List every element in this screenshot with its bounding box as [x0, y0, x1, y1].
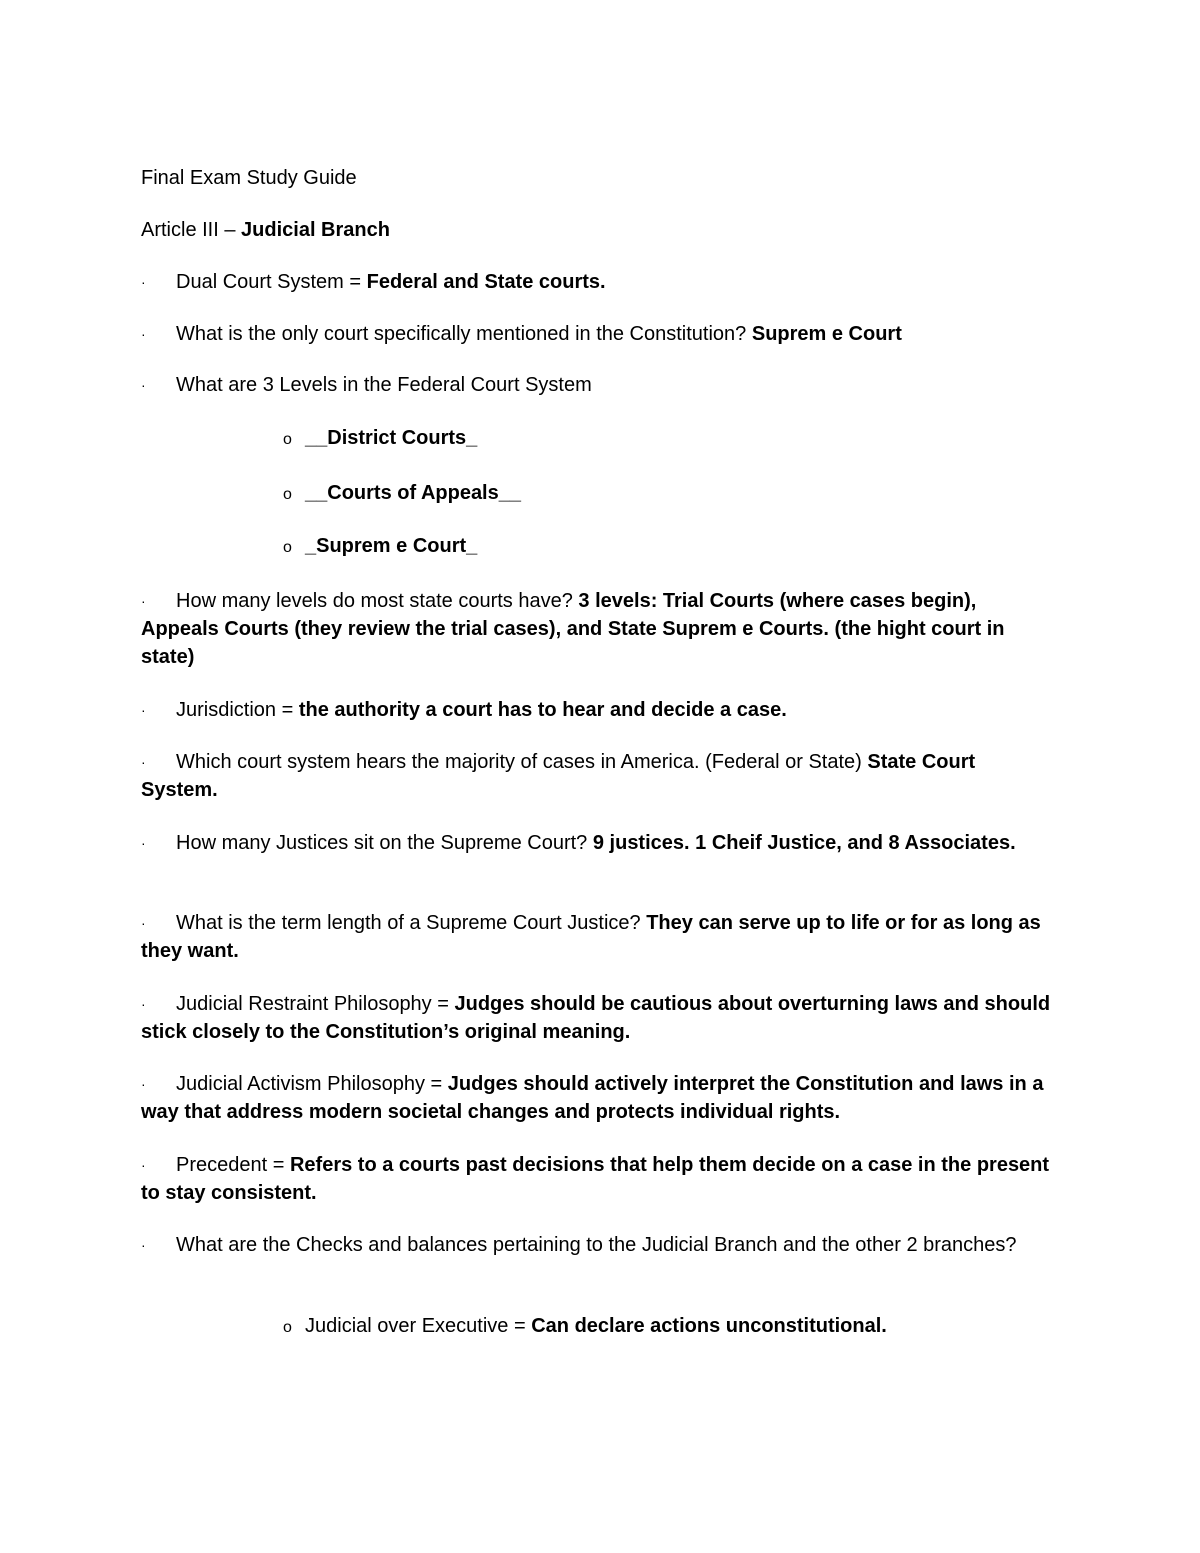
bullet-dot-icon: · — [141, 274, 146, 290]
sub-list-item: o __Courts of Appeals__ — [283, 479, 1043, 509]
circle-bullet-icon: o — [283, 539, 292, 556]
list-item: · Judicial Restraint Philosophy = Judges should be cautious about overturning laws and should stick closely to the Constitution’s original meaning. — [141, 990, 1051, 1046]
circle-bullet-icon: o — [283, 486, 292, 503]
list-item: · What is the only court specifically mentioned in the Constitution? Suprem e Court — [141, 320, 1051, 348]
section-heading: Article III – Judicial Branch — [141, 219, 390, 241]
circle-bullet-icon: o — [283, 431, 292, 448]
bullet-dot-icon: · — [141, 915, 146, 931]
bullet-dot-icon: · — [141, 1157, 146, 1173]
list-item: · What are the Checks and balances pertaining to the Judicial Branch and the other 2 branches? — [141, 1231, 1051, 1259]
bullet-dot-icon: · — [141, 754, 146, 770]
bullet-dot-icon: · — [141, 702, 146, 718]
sub-list-item: o Judicial over Executive = Can declare actions unconstitutional. — [283, 1312, 1043, 1342]
list-item: · Dual Court System = Federal and State courts. — [141, 268, 1051, 296]
list-item: · How many levels do most state courts have? 3 levels: Trial Courts (where cases begin), Appeals Courts (they review the trial cases), and State Suprem e Courts. (the hight court in state) — [141, 587, 1051, 671]
list-item: · Precedent = Refers to a courts past decisions that help them decide on a case in the present to stay consistent. — [141, 1151, 1051, 1207]
list-item: · What are 3 Levels in the Federal Court System — [141, 371, 1051, 399]
sub-list-item: o _Suprem e Court_ — [283, 532, 1043, 562]
list-item: · What is the term length of a Supreme Court Justice? They can serve up to life or for as long as they want. — [141, 909, 1051, 965]
bullet-dot-icon: · — [141, 593, 146, 609]
bullet-dot-icon: · — [141, 835, 146, 851]
document-title: Final Exam Study Guide — [141, 167, 357, 189]
bullet-dot-icon: · — [141, 996, 146, 1012]
list-item: · Judicial Activism Philosophy = Judges should actively interpret the Constitution and laws in a way that address modern societal changes and protects individual rights. — [141, 1070, 1051, 1126]
bullet-dot-icon: · — [141, 326, 146, 342]
list-item: · How many Justices sit on the Supreme Court? 9 justices. 1 Cheif Justice, and 8 Associates. — [141, 829, 1051, 857]
bullet-dot-icon: · — [141, 1076, 146, 1092]
list-item: · Which court system hears the majority of cases in America. (Federal or State) State Court System. — [141, 748, 1051, 804]
bullet-dot-icon: · — [141, 1237, 146, 1253]
list-item: · Jurisdiction = the authority a court has to hear and decide a case. — [141, 696, 1051, 724]
circle-bullet-icon: o — [283, 1319, 292, 1336]
bullet-dot-icon: · — [141, 377, 146, 393]
sub-list-item: o __District Courts_ — [283, 424, 1043, 454]
